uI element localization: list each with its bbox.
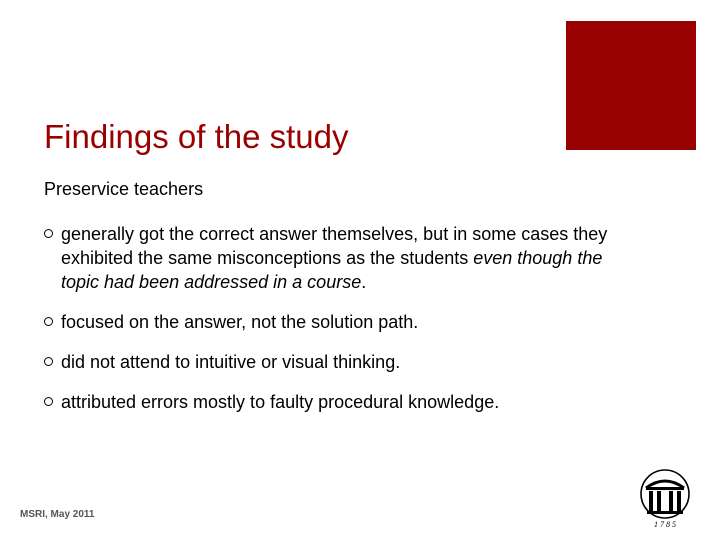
bullet-item bbox=[44, 310, 644, 334]
accent-block bbox=[566, 21, 696, 150]
hollow-circle-bullet-icon bbox=[44, 397, 53, 406]
bullet-item bbox=[44, 222, 644, 294]
slide-subheading: Preservice teachers bbox=[44, 179, 204, 199]
bullet-text: attributed errors mostly to faulty procedural knowledge. bbox=[61, 392, 500, 412]
bullet-item bbox=[44, 350, 644, 374]
bullet-item bbox=[44, 390, 644, 414]
logo-year-text: 1 7 8 5 bbox=[654, 520, 676, 529]
bullet-text: did not attend to intuitive or visual thinking. bbox=[61, 352, 401, 372]
slide-title: Findings of the study bbox=[44, 118, 349, 155]
bullet-text: focused on the answer, not the solution path. bbox=[61, 312, 419, 332]
footer-text: MSRI, May 2011 bbox=[20, 509, 95, 520]
hollow-circle-bullet-icon bbox=[44, 317, 53, 326]
bullet-text: generally got the correct answer themselves, but in some cases they exhibited the same misconceptions as the students bbox=[61, 224, 608, 268]
hollow-circle-bullet-icon bbox=[44, 229, 53, 238]
bullet-tail-text: . bbox=[361, 272, 367, 292]
hollow-circle-bullet-icon bbox=[44, 357, 53, 366]
title-divider bbox=[36, 168, 696, 169]
university-arch-logo-icon bbox=[634, 466, 696, 530]
bullet-emphasis-text: even though the topic had been addressed in a course bbox=[61, 248, 603, 292]
findings-list bbox=[44, 222, 644, 430]
